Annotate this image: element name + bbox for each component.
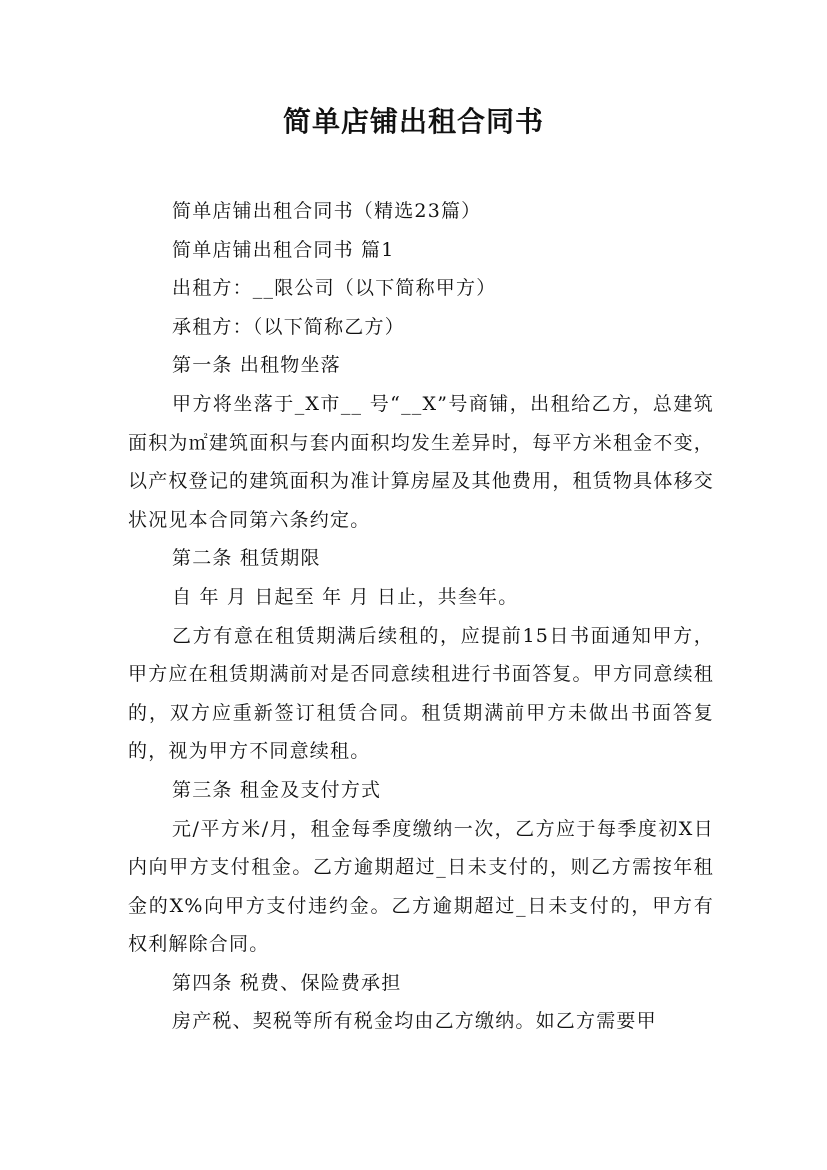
paragraph-contract-heading: 简单店铺出租合同书（精选23篇）: [172, 200, 482, 222]
document-body: [128, 192, 714, 1041]
article-3-heading: 第三条 租金及支付方式: [172, 778, 382, 801]
article-4-heading: 第四条 税费、保险费承担: [172, 971, 402, 994]
article-2-term: 自 年 月 日起至 年 月 日止，共叁年。: [172, 585, 519, 608]
article-4-body: 房产税、契税等所有税金均由乙方缴纳。如乙方需要甲: [172, 1010, 657, 1033]
article-2-heading: 第二条 租赁期限: [172, 547, 321, 570]
article-1-heading: 第一条 出租物坐落: [172, 354, 341, 377]
article-3-body: 元/平方米/月，租金每季度缴纳一次，乙方应于每季度初X日内向甲方支付租金。乙方逾期超过_日未支付的，则乙方需按年租金的X%向甲方支付违约金。乙方逾期超过_日未支付的，甲方有权利解除合同。: [128, 817, 714, 956]
paragraph-section-heading: 简单店铺出租合同书 篇1: [172, 238, 395, 261]
article-1-body: 甲方将坐落于_X市__ 号“__X”号商铺，出租给乙方，总建筑面积为㎡建筑面积与套内面积均发生差异时，每平方米租金不变，以产权登记的建筑面积为准计算房屋及其他费用，租赁物具体移交状况见本合同第六条约定。: [128, 392, 714, 531]
paragraph-lessee: 承租方：（以下简称乙方）: [172, 315, 405, 338]
paragraph-lessor: 出租方：__限公司（以下简称甲方）: [172, 277, 497, 300]
document-title: 简单店铺出租合同书: [282, 105, 544, 138]
article-2-renewal: 乙方有意在租赁期满后续租的，应提前15日书面通知甲方，甲方应在租赁期满前对是否同意续租进行书面答复。甲方同意续租的，双方应重新签订租赁合同。租赁期满前甲方未做出书面答复的，视为甲方不同意续租。: [128, 624, 714, 763]
